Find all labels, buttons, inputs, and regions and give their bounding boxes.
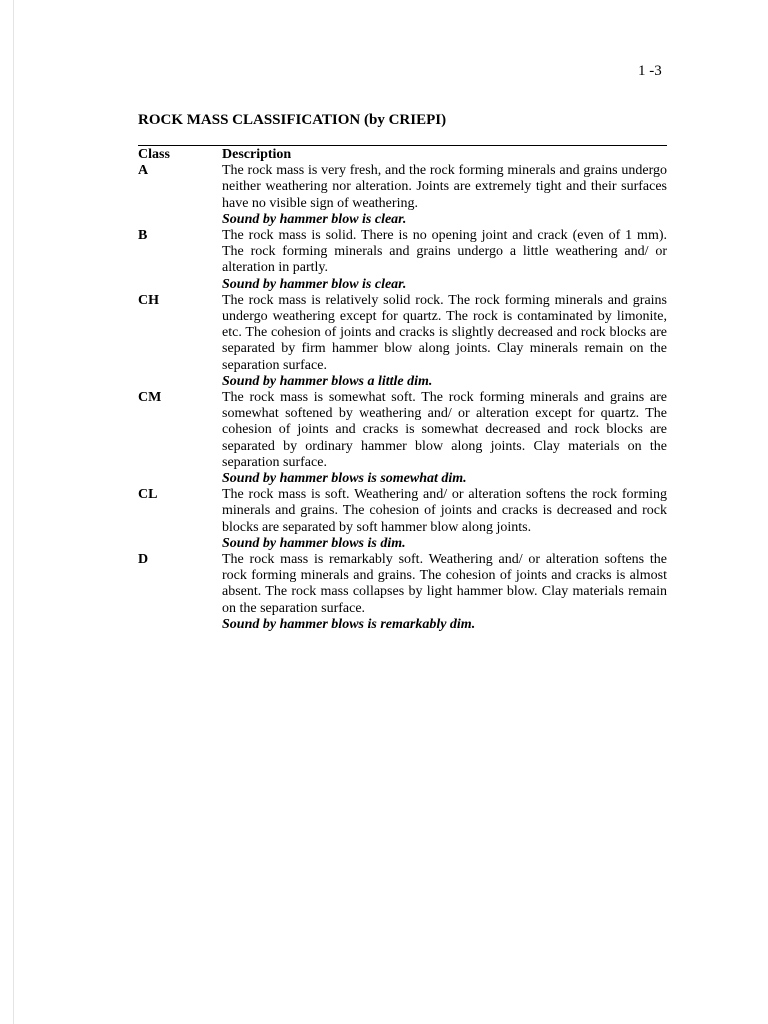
class-column-header: Class	[138, 147, 170, 162]
table-row-a	[138, 163, 667, 228]
title-divider	[138, 145, 667, 146]
description-cell	[222, 163, 667, 228]
page-left-edge	[13, 0, 14, 1024]
description-text: The rock mass is somewhat soft. The rock forming minerals and grains are somewhat softened by weathering and/ or alteration except for quartz. The cohesion of joints and cracks is somewhat decreased and rock blocks are separated by ordinary hammer blow along joints. Clay materials on the separation surface.	[222, 390, 667, 470]
description-cell	[222, 552, 667, 633]
table-row-d	[138, 552, 667, 633]
description-cell	[222, 293, 667, 390]
class-label: B	[138, 228, 148, 244]
hammer-sound-note: Sound by hammer blows is somewhat dim.	[222, 471, 467, 487]
table-header-row	[138, 147, 667, 163]
class-label: CH	[138, 292, 159, 308]
description-cell	[222, 390, 667, 487]
description-cell	[222, 228, 667, 293]
description-text: The rock mass is remarkably soft. Weathering and/ or alteration softens the rock forming minerals and grains. The cohesion of joints and cracks is almost absent. The rock mass collapses by light hammer blow. Clay materials remain on the separation surface.	[222, 552, 667, 616]
description-text: The rock mass is very fresh, and the rock forming minerals and grains undergo neither weathering nor alteration. Joints are extremely tight and their surfaces have no visible sign of weathering.	[222, 163, 667, 211]
hammer-sound-note: Sound by hammer blows is dim.	[222, 535, 406, 551]
hammer-sound-note: Sound by hammer blows a little dim.	[222, 373, 433, 389]
table-row-cl	[138, 487, 667, 552]
description-cell	[222, 487, 667, 552]
class-label: A	[138, 163, 149, 179]
table-row-cm	[138, 390, 667, 487]
class-label: D	[138, 552, 149, 568]
document-title: ROCK MASS CLASSIFICATION (by CRIEPI)	[138, 112, 447, 128]
classification-table	[138, 147, 667, 633]
hammer-sound-note: Sound by hammer blow is clear.	[222, 276, 407, 292]
description-text: The rock mass is soft. Weathering and/ or alteration softens the rock forming minerals and grains. The cohesion of joints and cracks is decreased and rock blocks are separated by soft hammer blow along joints.	[222, 487, 667, 535]
table-row-b	[138, 228, 667, 293]
description-column-header: Description	[222, 147, 292, 162]
hammer-sound-note: Sound by hammer blows is remarkably dim.	[222, 616, 476, 632]
table-row-ch	[138, 293, 667, 390]
page-number: 1 -3	[638, 63, 662, 79]
description-text: The rock mass is solid. There is no opening joint and crack (even of 1 mm). The rock forming minerals and grains undergo a little weathering and/ or alteration in partly.	[222, 228, 667, 276]
description-text: The rock mass is relatively solid rock. The rock forming minerals and grains undergo weathering except for quartz. The rock is contaminated by limonite, etc. The cohesion of joints and cracks is slightly decreased and rock blocks are separated by firm hammer blow along joints. Clay minerals remain on the separation surface.	[222, 292, 667, 373]
class-label: CL	[138, 487, 158, 503]
hammer-sound-note: Sound by hammer blow is clear.	[222, 211, 407, 227]
class-label: CM	[138, 390, 162, 406]
